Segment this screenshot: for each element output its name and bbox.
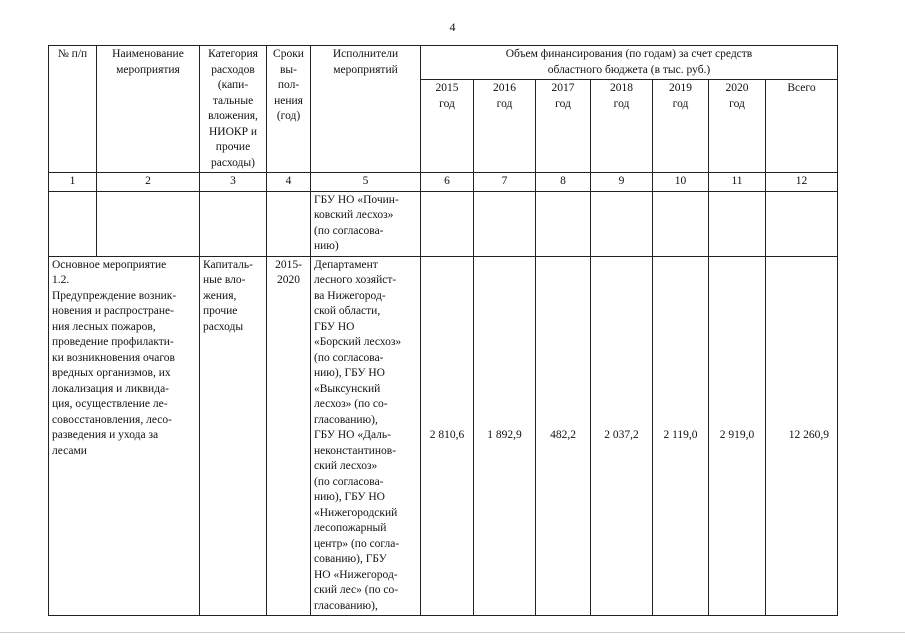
header-name: Наименование мероприятия <box>97 46 200 173</box>
column-number: 8 <box>536 173 591 192</box>
cell-empty <box>421 191 474 256</box>
value-2019: 2 119,0 <box>653 256 709 616</box>
header-year-2017: 2017 год <box>536 80 591 173</box>
page-number: 4 <box>449 20 456 34</box>
value-2020: 2 919,0 <box>709 256 766 616</box>
header-year-2019: 2019 год <box>653 80 709 173</box>
header-year-2018: 2018 год <box>591 80 653 173</box>
activity-category: Капиталь- ные вло- жения, прочие расходы <box>200 256 267 616</box>
activity-terms: 2015- 2020 <box>267 256 311 616</box>
cell-empty <box>709 191 766 256</box>
column-number: 3 <box>200 173 267 192</box>
column-number: 12 <box>766 173 838 192</box>
value-2017: 482,2 <box>536 256 591 616</box>
column-number: 2 <box>97 173 200 192</box>
column-number: 4 <box>267 173 311 192</box>
cell-empty <box>200 191 267 256</box>
value-2015: 2 810,6 <box>421 256 474 616</box>
value-2018: 2 037,2 <box>591 256 653 616</box>
cell-empty <box>653 191 709 256</box>
activity-executors: Департамент лесного хозяйст- ва Нижегород- ской области, ГБУ НО «Борский лесхоз» (по согласова- нию), ГБУ НО «Выксунский лесхоз» (по со- гласованию), ГБУ НО «Даль- неконстантинов- ский лесхоз» (по согласова- нию), ГБУ НО «Нижегородский лесопожарный центр» (по согла- сованию), ГБУ НО «Нижегород- ский лес» (по со- гласованию), <box>311 256 421 616</box>
value-2016: 1 892,9 <box>474 256 536 616</box>
column-number: 7 <box>474 173 536 192</box>
header-year-2015: 2015 год <box>421 80 474 173</box>
cell-empty <box>474 191 536 256</box>
header-financing: Объем финансирования (по годам) за счет средств областного бюджета (в тыс. руб.) <box>421 46 838 80</box>
header-category: Категория расходов (капи- тальные вложения, НИОКР и прочие расходы) <box>200 46 267 173</box>
header-year-2020: 2020 год <box>709 80 766 173</box>
header-row-1 <box>49 46 838 80</box>
column-number: 5 <box>311 173 421 192</box>
continuation-executors: ГБУ НО «Почин- ковский лесхоз» (по согласова- нию) <box>311 191 421 256</box>
column-numbers-row <box>49 173 838 192</box>
scan-edge-line <box>0 632 905 633</box>
financing-table <box>48 45 838 616</box>
column-number: 1 <box>49 173 97 192</box>
cell-empty <box>49 191 97 256</box>
continuation-row <box>49 191 838 256</box>
cell-empty <box>766 191 838 256</box>
activity-name: Основное мероприятие 1.2. Предупреждение возник- новения и распростране- ния лесных пожаров, проведение профилакти- ки возникновения очагов вредных организмов, их локализация и ликвида- ция, осуществление ле- совосстановления, лесо- разведения и ухода за лесами <box>49 256 200 616</box>
main-row <box>49 256 838 616</box>
cell-empty <box>591 191 653 256</box>
column-number: 9 <box>591 173 653 192</box>
header-year-2016: 2016 год <box>474 80 536 173</box>
header-total: Всего <box>766 80 838 173</box>
header-num: № п/п <box>49 46 97 173</box>
cell-empty <box>267 191 311 256</box>
column-number: 6 <box>421 173 474 192</box>
header-terms: Сроки вы- пол- нения (год) <box>267 46 311 173</box>
value-total: 12 260,9 <box>766 256 838 616</box>
column-number: 10 <box>653 173 709 192</box>
column-number: 11 <box>709 173 766 192</box>
cell-empty <box>536 191 591 256</box>
header-executors: Исполнители мероприятий <box>311 46 421 173</box>
cell-empty <box>97 191 200 256</box>
